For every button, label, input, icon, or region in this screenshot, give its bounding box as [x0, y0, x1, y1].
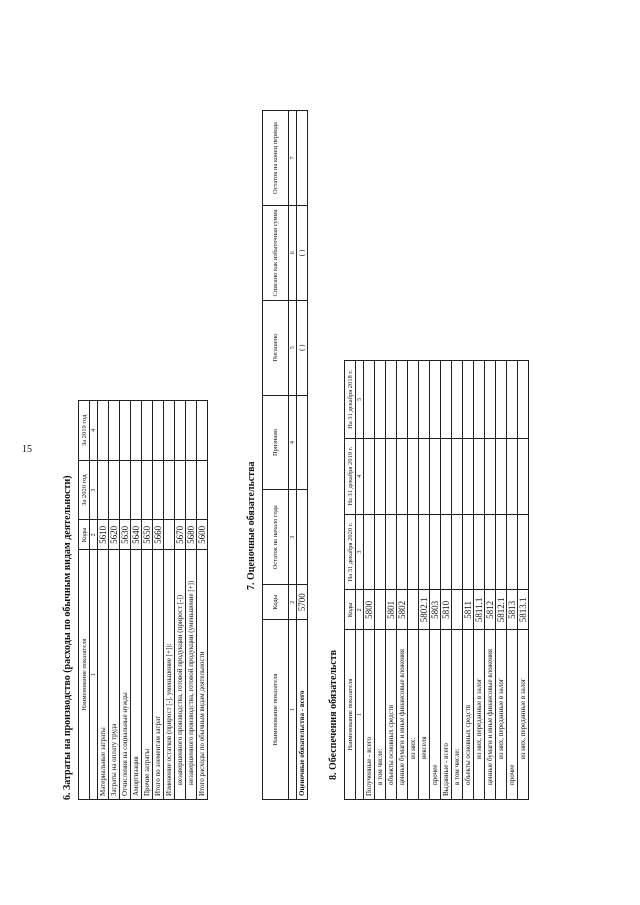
- row-code: 5800: [364, 590, 375, 630]
- index-cell: 4: [289, 395, 297, 490]
- value-cell: [441, 361, 452, 439]
- row-code: 5813: [507, 590, 518, 630]
- table-row: [507, 361, 518, 800]
- index-cell: 2: [289, 585, 297, 620]
- row-name: Амортизация: [131, 550, 142, 800]
- value-cell: [386, 438, 397, 514]
- value-cell: [375, 361, 386, 439]
- row-name: из них, переданные в залог: [518, 630, 529, 800]
- table-row: [197, 401, 208, 800]
- row-code: 5650: [142, 520, 153, 550]
- table-row: [496, 361, 507, 800]
- row-name: Материальные затраты: [98, 550, 109, 800]
- collateral-table: [344, 360, 529, 800]
- row-name: Изменение остатков (прирост [-], уменьшение [+]):: [164, 550, 175, 800]
- value-cell: [452, 361, 463, 439]
- row-code: [375, 590, 386, 630]
- table-row: [164, 401, 175, 800]
- row-name: Прочие затраты: [142, 550, 153, 800]
- value-cell: [397, 438, 408, 514]
- table-row: [441, 361, 452, 800]
- row-code: 5640: [131, 520, 142, 550]
- section7-title: 7. Оценочные обязательства: [246, 461, 257, 590]
- table-row: [408, 361, 419, 800]
- value-cell: [430, 514, 441, 590]
- value-cell: [364, 514, 375, 590]
- row-name: из них, переданные в залог: [474, 630, 485, 800]
- header-2020: За 2020 год: [79, 460, 90, 520]
- row-name: ценные бумаги и иные финансовые вложения: [397, 630, 408, 800]
- table-row: [419, 361, 430, 800]
- value-cell: [430, 361, 441, 439]
- value-cell: [463, 438, 474, 514]
- header-2019: За 2019 год: [79, 401, 90, 461]
- value-cell: [375, 438, 386, 514]
- written-off-value: ( ): [297, 206, 308, 301]
- value-cell: [496, 514, 507, 590]
- value-cell: [386, 514, 397, 590]
- table-row: [98, 401, 109, 800]
- row-name: прочее: [430, 630, 441, 800]
- row-code: [452, 590, 463, 630]
- value-cell: [419, 438, 430, 514]
- index-cell: 4: [90, 401, 98, 461]
- row-code: 5812.1: [496, 590, 507, 630]
- row-code: 5610: [98, 520, 109, 550]
- row-name: незавершенного производства, готовой продукции (уменьшение [+]): [186, 550, 197, 800]
- row-name: в том числе:: [375, 630, 386, 800]
- section8-title: 8. Обеспечения обязательств: [328, 649, 339, 780]
- value-cell: [386, 361, 397, 439]
- table-row: [452, 361, 463, 800]
- index-cell: 1: [356, 630, 364, 800]
- header-written-off: Списано как избыточная сумма: [263, 206, 289, 301]
- value-cell: [397, 514, 408, 590]
- table-row: [175, 401, 186, 800]
- costs-table: [78, 400, 208, 800]
- table-row: [518, 361, 529, 800]
- value-cell: [518, 514, 529, 590]
- table-row: [109, 401, 120, 800]
- value-cell: [452, 514, 463, 590]
- table-row: [297, 111, 308, 800]
- index-cell: 3: [356, 514, 364, 590]
- header-name: Наименование показателя: [345, 630, 356, 800]
- page-number: 15: [22, 444, 32, 455]
- table-row: [474, 361, 485, 800]
- row-name: Оценочные обязательства - всего: [297, 620, 308, 800]
- table-row: [375, 361, 386, 800]
- row-code: 5801: [386, 590, 397, 630]
- value-cell: [496, 361, 507, 439]
- index-cell: 1: [90, 550, 98, 800]
- table-row: [430, 361, 441, 800]
- value-cell: [408, 361, 419, 439]
- value-cell: [408, 514, 419, 590]
- row-code: 5810: [441, 590, 452, 630]
- row-name: объекты основных средств: [463, 630, 474, 800]
- table-row: [142, 401, 153, 800]
- value-cell: [474, 514, 485, 590]
- header-repaid: Погашено: [263, 300, 289, 395]
- row-code: 5812: [485, 590, 496, 630]
- table-row: [364, 361, 375, 800]
- row-name: Итого по элементам затрат: [153, 550, 164, 800]
- header-2020: На 31 декабря 2020 г.: [345, 514, 356, 590]
- row-code: 5630: [120, 520, 131, 550]
- row-name: в том числе:: [452, 630, 463, 800]
- value-cell: [441, 514, 452, 590]
- index-cell: 7: [289, 111, 297, 206]
- row-name: из них:: [408, 630, 419, 800]
- index-cell: 4: [356, 438, 364, 514]
- row-name: Затраты на оплату труда: [109, 550, 120, 800]
- row-name: Полученные - всего: [364, 630, 375, 800]
- index-cell: 1: [289, 620, 297, 800]
- header-name: Наименование показателя: [79, 550, 90, 800]
- value-cell: [485, 361, 496, 439]
- header-code: Коды: [345, 590, 356, 630]
- row-code: 5670: [175, 520, 186, 550]
- value-cell: [364, 438, 375, 514]
- value-cell: [375, 514, 386, 590]
- index-cell: 5: [289, 300, 297, 395]
- rotated-page-content: [56, 50, 616, 870]
- table-row: [463, 361, 474, 800]
- index-cell: 3: [289, 490, 297, 585]
- table-row: [485, 361, 496, 800]
- value-cell: [485, 514, 496, 590]
- row-code: 5700: [297, 585, 308, 620]
- header-opening-balance: Остаток на начало года: [263, 490, 289, 585]
- value-cell: [441, 438, 452, 514]
- row-name: Отчисления на социальные нужды: [120, 550, 131, 800]
- row-code: 5680: [186, 520, 197, 550]
- header-code: Коды: [263, 585, 289, 620]
- value-cell: [474, 438, 485, 514]
- row-code: 5813.1: [518, 590, 529, 630]
- row-code: 5802.1: [419, 590, 430, 630]
- value-cell: [364, 361, 375, 439]
- value-cell: [397, 361, 408, 439]
- row-code: 5803: [430, 590, 441, 630]
- row-code: [164, 520, 175, 550]
- repaid-value: ( ): [297, 300, 308, 395]
- row-code: 5811.1: [474, 590, 485, 630]
- table-row: [397, 361, 408, 800]
- row-code: 5811: [463, 590, 474, 630]
- value-cell: [496, 438, 507, 514]
- header-2018: На 31 декабря 2018 г.: [345, 361, 356, 439]
- row-code: 5802: [397, 590, 408, 630]
- index-cell: 3: [90, 460, 98, 520]
- value-cell: [452, 438, 463, 514]
- row-code: [408, 590, 419, 630]
- row-name: Выданные - всего: [441, 630, 452, 800]
- row-name: объекты основных средств: [386, 630, 397, 800]
- estimated-liabilities-table: [262, 110, 308, 800]
- row-name: Итого расходы по обычным видам деятельности: [197, 550, 208, 800]
- value-cell: [408, 438, 419, 514]
- row-name: векселя: [419, 630, 430, 800]
- table-row: [386, 361, 397, 800]
- row-name: ценные бумаги и иные финансовые вложения: [485, 630, 496, 800]
- value-cell: [485, 438, 496, 514]
- value-cell: [463, 514, 474, 590]
- header-closing-balance: Остаток на конец периода: [263, 111, 289, 206]
- index-cell: 6: [289, 206, 297, 301]
- index-cell: 5: [356, 361, 364, 439]
- header-2019: На 31 декабря 2019 г.: [345, 438, 356, 514]
- row-code: 5620: [109, 520, 120, 550]
- value-cell: [419, 514, 430, 590]
- index-cell: 2: [90, 520, 98, 550]
- row-code: 5600: [197, 520, 208, 550]
- value-cell: [419, 361, 430, 439]
- table-row: [153, 401, 164, 800]
- value-cell: [518, 361, 529, 439]
- index-cell: 2: [356, 590, 364, 630]
- value-cell: [430, 438, 441, 514]
- row-code: 5660: [153, 520, 164, 550]
- value-cell: [507, 361, 518, 439]
- header-recognized: Признано: [263, 395, 289, 490]
- table-row: [120, 401, 131, 800]
- header-name: Наименование показателя: [263, 620, 289, 800]
- row-name: из них, переданные в залог: [496, 630, 507, 800]
- row-name: незавершенного производства, готовой продукции (прирост [-]): [175, 550, 186, 800]
- value-cell: [518, 438, 529, 514]
- table-row: [131, 401, 142, 800]
- value-cell: [507, 514, 518, 590]
- value-cell: [474, 361, 485, 439]
- table-row: [186, 401, 197, 800]
- row-name: прочее: [507, 630, 518, 800]
- value-cell: [507, 438, 518, 514]
- section6-title: 6. Затраты на производство (расходы по обычным видам деятельности): [62, 475, 73, 800]
- header-code: Коды: [79, 520, 90, 550]
- value-cell: [463, 361, 474, 439]
